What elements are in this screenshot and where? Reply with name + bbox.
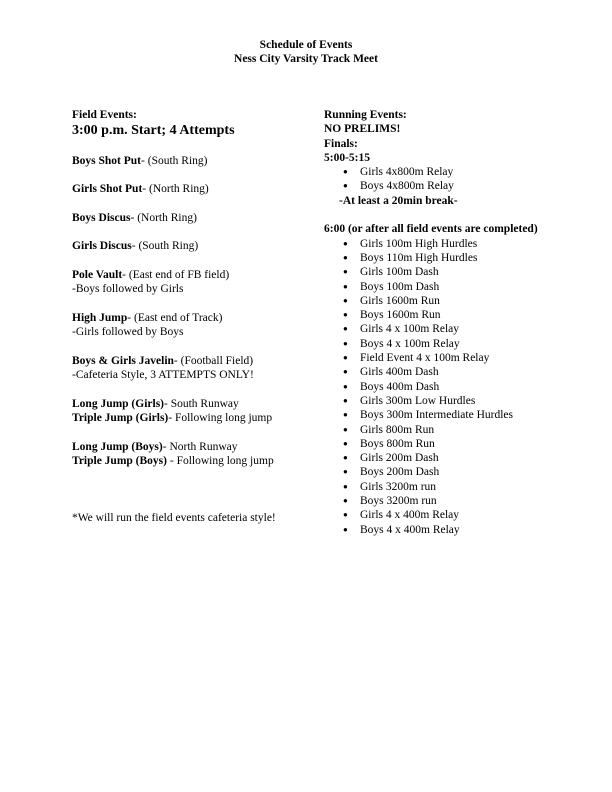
list-item: ● Boys 100m Dash: [360, 280, 564, 294]
document-header: [0, 38, 612, 66]
field-event: [72, 268, 312, 282]
document-subtitle: Ness City Varsity Track Meet: [234, 53, 378, 65]
list-item: ● Girls 4x800m Relay: [360, 165, 564, 179]
field-event-detail: - (Football Field): [173, 354, 254, 367]
list-item: ● Girls 4 x 400m Relay: [360, 508, 564, 522]
finals-label: Finals:: [324, 137, 358, 150]
field-event: [72, 411, 312, 425]
field-event-detail: - (North Ring): [142, 183, 209, 196]
list-item: ● Boys 4 x 100m Relay: [360, 337, 564, 351]
list-item: ● Girls 4 x 100m Relay: [360, 322, 564, 336]
field-event: [72, 440, 312, 454]
field-event: [72, 182, 312, 196]
field-event-note: -Girls followed by Boys: [72, 326, 184, 339]
field-event-detail: - (North Ring): [130, 211, 197, 224]
list-item: ● Boys 400m Dash: [360, 380, 564, 394]
field-start-time: 3:00 p.m. Start; 4 Attempts: [72, 123, 235, 139]
list-item: ● Boys 1600m Run: [360, 308, 564, 322]
field-event-detail: - (South Ring): [141, 154, 208, 167]
field-event-note: -Cafeteria Style, 3 ATTEMPTS ONLY!: [72, 369, 254, 382]
list-item: ● Boys 300m Intermediate Hurdles: [360, 408, 564, 422]
field-event-list: [72, 154, 312, 469]
list-item: ● Field Event 4 x 100m Relay: [360, 351, 564, 365]
field-event-name: Girls Shot Put: [72, 183, 143, 196]
list-item: ● Girls 3200m run: [360, 480, 564, 494]
field-event-detail: - (East end of FB field): [122, 268, 230, 281]
field-event: [72, 397, 312, 411]
field-event-name: Boys Shot Put: [72, 154, 142, 167]
field-event-detail: - Following long jump: [168, 411, 273, 424]
list-item: ● Boys 200m Dash: [360, 465, 564, 479]
running-event-list: [324, 237, 564, 537]
field-event-detail: - Following long jump: [167, 454, 274, 467]
list-item: ● Girls 1600m Run: [360, 294, 564, 308]
field-event-detail: - South Runway: [164, 397, 239, 410]
field-events-heading: Field Events:: [72, 109, 137, 121]
field-event-name: Girls Discus: [72, 240, 132, 253]
field-event-name: Long Jump (Girls): [72, 397, 165, 410]
list-item: ● Girls 300m Low Hurdles: [360, 394, 564, 408]
field-event: [72, 354, 312, 368]
first-session-time: 5:00-5:15: [324, 151, 370, 164]
list-item: ● Boys 3200m run: [360, 494, 564, 508]
list-item: ● Girls 800m Run: [360, 423, 564, 437]
field-events-column: [72, 108, 312, 525]
running-events-heading: Running Events:: [324, 109, 407, 121]
break-note: -At least a 20min break-: [339, 194, 458, 207]
field-event-note: -Boys followed by Girls: [72, 283, 184, 296]
field-event-name: Boys Discus: [72, 211, 131, 224]
field-event: [72, 311, 312, 325]
no-prelims-note: NO PRELIMS!: [324, 123, 401, 136]
field-footnote: *We will run the field events cafeteria style!: [72, 512, 276, 525]
field-event-name: Boys & Girls Javelin: [72, 354, 174, 367]
field-event-detail: - (South Ring): [131, 240, 199, 253]
second-session-time: 6:00 (or after all field events are completed): [324, 223, 538, 236]
field-event: [72, 154, 312, 168]
field-event-name: Triple Jump (Girls): [72, 411, 169, 424]
list-item: ● Boys 4 x 400m Relay: [360, 523, 564, 537]
relay-list: [324, 165, 564, 194]
field-event-detail: - (East end of Track): [127, 311, 223, 324]
field-event-name: Triple Jump (Boys): [72, 454, 167, 467]
document-title: Schedule of Events: [259, 39, 353, 51]
running-events-column: [324, 108, 564, 537]
field-event: [72, 211, 312, 225]
list-item: ● Girls 200m Dash: [360, 451, 564, 465]
list-item: ● Boys 110m High Hurdles: [360, 251, 564, 265]
list-item: ● Boys 800m Run: [360, 437, 564, 451]
field-event-name: Pole Vault: [72, 268, 123, 281]
field-event-name: Long Jump (Boys): [72, 440, 163, 453]
field-event: [72, 454, 312, 468]
list-item: ● Girls 400m Dash: [360, 365, 564, 379]
field-event: [72, 239, 312, 253]
field-event-name: High Jump: [72, 311, 128, 324]
field-event-detail: - North Runway: [162, 440, 238, 453]
list-item: ● Girls 100m Dash: [360, 265, 564, 279]
list-item: ● Boys 4x800m Relay: [360, 179, 564, 193]
list-item: ● Girls 100m High Hurdles: [360, 237, 564, 251]
